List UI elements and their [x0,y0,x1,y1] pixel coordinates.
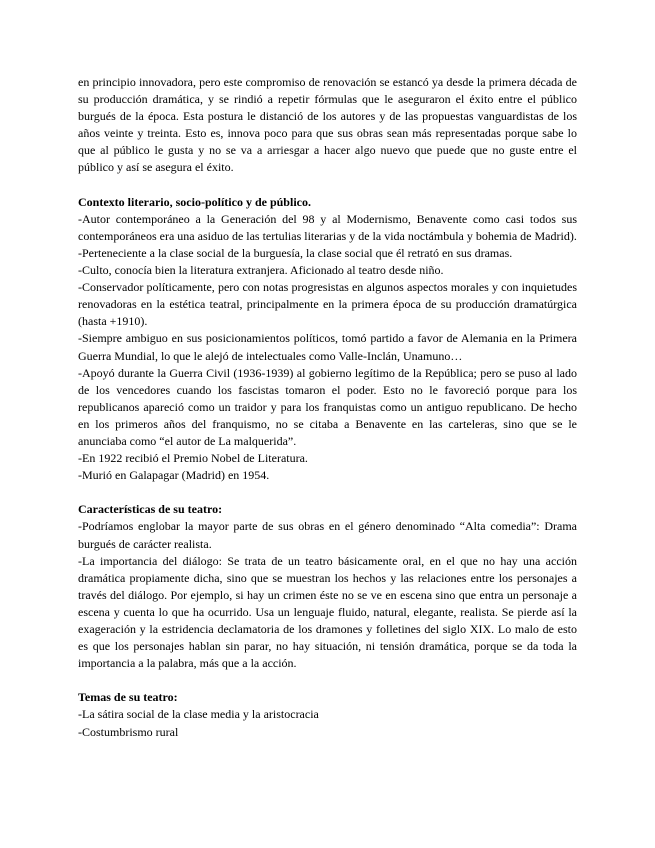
spacer [78,177,577,194]
characteristics-heading: Características de su teatro: [78,502,223,517]
spacer [78,484,577,501]
themes-item-1: -La sátira social de la clase media y la aristocracia [78,707,319,722]
characteristics-item-2: -La importancia del diálogo: Se trata de un teatro básicamente oral, en el que no hay una acción dramática propiamente dicha, sino que se muestran los hechos y las relaciones entre los personajes a través del diálogo. Por ejemplo, si hay un crimen éste no se ve en escena sino que entra un personaje a escena y cuenta lo que ha ocurrido. Usa un lenguaje fluido, natural, elegante, realista. Se pierde así la exageración y la estridencia declamatoria de los dramones y folletines del siglo XIX. Lo malo de esto es que los personajes hablan sin parar, no hay situación, ni tensión dramática, porque se da toda la importancia a la palabra, más que a la acción. [78,553,577,671]
spacer [78,672,577,689]
themes-heading: Temas de su teatro: [78,690,178,705]
context-item-7: -En 1922 recibió el Premio Nobel de Literatura. [78,451,308,466]
context-item-5: -Siempre ambiguo en sus posicionamientos políticos, tomó partido a favor de Alemania en la Primera Guerra Mundial, lo que le alejó de intelectuales como Valle-Inclán, Unamuno… [78,331,577,363]
document-page [78,74,577,741]
context-item-4: -Conservador políticamente, pero con notas progresistas en algunos aspectos morales y con inquietudes renovadoras en la estética teatral, principalmente en la primera época de su producción dramatúrgica (hasta +1910). [78,280,577,329]
context-item-8: -Murió en Galapagar (Madrid) en 1954. [78,468,270,483]
characteristics-item-1: -Podríamos englobar la mayor parte de sus obras en el género denominado “Alta comedia”: Drama burgués de carácter realista. [78,519,577,551]
themes-item-2: -Costumbrismo rural [78,724,179,739]
context-item-1: -Autor contemporáneo a la Generación del 98 y al Modernismo, Benavente como casi todos sus contemporáneos era una asiduo de las tertulias literarias y de la vida noctámbula y bohemia de Madrid). [78,211,577,243]
context-item-3: -Culto, conocía bien la literatura extranjera. Aficionado al teatro desde niño. [78,263,444,278]
context-heading: Contexto literario, socio-político y de público. [78,194,311,209]
context-item-2: -Perteneciente a la clase social de la burguesía, la clase social que él retrató en sus dramas. [78,245,513,260]
intro-paragraph: en principio innovadora, pero este compromiso de renovación se estancó ya desde la primera década de su producción dramática, y se rindió a repetir fórmulas que le aseguraron el éxito entre el público burgués de la época. Esta postura le distanció de los autores y de las propuestas vanguardistas de los años veinte y treinta. Esto es, innova poco para que sus obras sean más representadas porque sabe lo que al público le gusta y no se va a arriesgar a hacer algo nuevo que puede que no guste entre el público y así se asegura el éxito. [78,75,577,175]
context-item-6: -Apoyó durante la Guerra Civil (1936-1939) al gobierno legítimo de la República; pero se puso al lado de los vencedores cuando los fascistas tomaron el poder. Esto no le favoreció porque para los republicanos apareció como un traidor y para los franquistas como un antiguo republicano. De hecho en los primeros años del franquismo, no se citaba a Benavente en las carteleras, sino que se le anunciaba como “el autor de La malquerida”. [78,365,577,448]
